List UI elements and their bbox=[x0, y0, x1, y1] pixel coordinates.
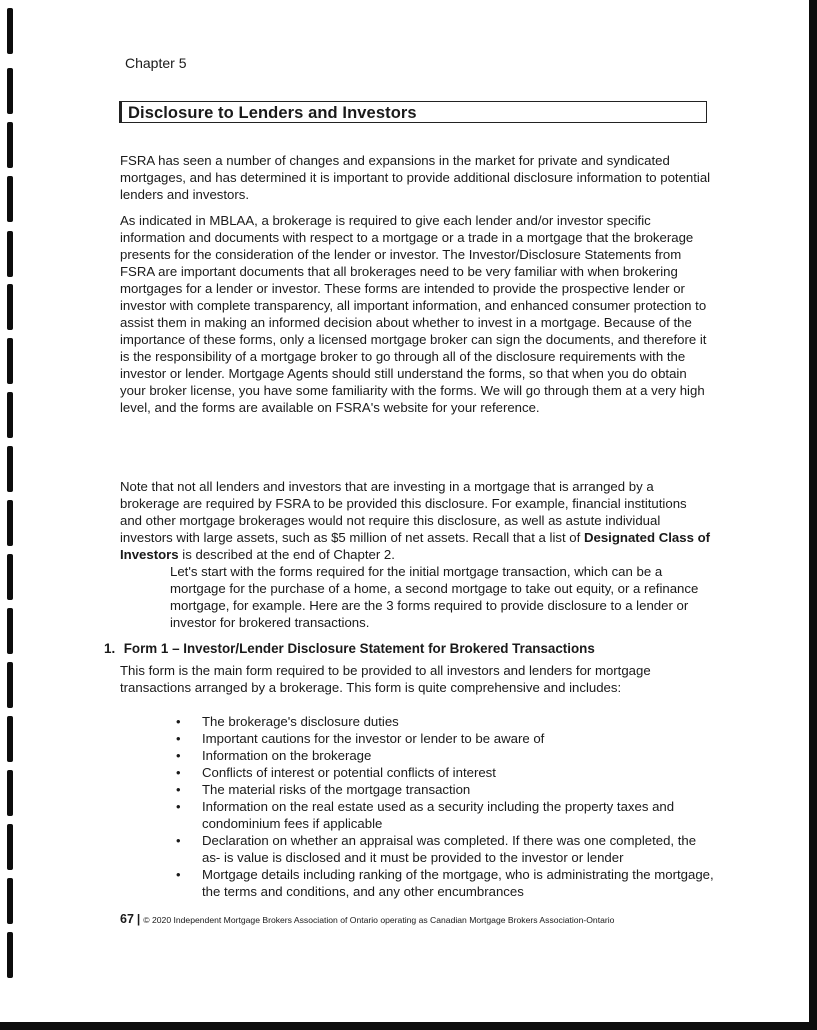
bullet-icon: • bbox=[176, 714, 181, 729]
form1-number: 1. bbox=[104, 641, 116, 656]
list-item-text: Conflicts of interest or potential conflicts of interest bbox=[202, 765, 496, 780]
list-item bbox=[174, 798, 714, 832]
paragraph-intro: FSRA has seen a number of changes and expansions in the market for private and syndicated mortgages, and has determined it is important to provide additional disclosure information to potential lenders and investors. bbox=[120, 153, 711, 202]
list-item-text: The brokerage's disclosure duties bbox=[202, 714, 399, 729]
paragraph-note-tail: is described at the end of Chapter 2. bbox=[178, 547, 395, 562]
list-item bbox=[174, 866, 714, 900]
bullet-icon: • bbox=[176, 748, 181, 763]
footer-separator: | bbox=[136, 912, 141, 926]
section-title-box bbox=[119, 101, 707, 123]
bullet-icon: • bbox=[176, 731, 181, 746]
list-item bbox=[174, 747, 714, 764]
list-item bbox=[174, 713, 714, 730]
page-number: 67 bbox=[120, 912, 134, 926]
chapter-label: Chapter 5 bbox=[125, 55, 187, 71]
scan-border-right bbox=[809, 0, 817, 1030]
list-item-text: The material risks of the mortgage transaction bbox=[202, 782, 471, 797]
list-item bbox=[174, 730, 714, 747]
copyright-notice: © 2020 Independent Mortgage Brokers Association of Ontario operating as Canadian Mortgage Brokers Association-Ontario bbox=[143, 915, 615, 925]
section-title: Disclosure to Lenders and Investors bbox=[128, 104, 417, 122]
bullet-icon: • bbox=[176, 867, 181, 882]
form1-heading bbox=[104, 641, 724, 656]
bullet-icon: • bbox=[176, 799, 181, 814]
list-item bbox=[174, 832, 714, 866]
scan-border-bottom bbox=[0, 1022, 817, 1030]
bullet-icon: • bbox=[176, 833, 181, 848]
list-item-text: Information on the brokerage bbox=[202, 748, 372, 763]
form1-title: Form 1 – Investor/Lender Disclosure Statement for Brokered Transactions bbox=[123, 641, 595, 656]
list-item bbox=[174, 764, 714, 781]
list-item-text: Information on the real estate used as a security including the property taxes and condominium fees if applicable bbox=[202, 799, 675, 831]
bullet-icon: • bbox=[176, 782, 181, 797]
page-footer bbox=[120, 912, 614, 926]
list-item-text: Declaration on whether an appraisal was completed. If there was one completed, the as- is value is disclosed and it must be provided to the investor or lender bbox=[202, 833, 697, 865]
paragraph-mblaa: As indicated in MBLAA, a brokerage is required to give each lender and/or investor specific information and documents with respect to a mortgage or a trade in a mortgage that the brokerage presents for the consideration of the lender or investor. The Investor/Disclosure Statements from FSRA are important documents that all brokerages need to be very familiar with when brokering mortgages for a lender or investor. These forms are intended to provide the prospective lender or investor with complete transparency, all important information, and enhanced consumer protection to assist them in making an informed decision about whether to invest in a mortgage. Because of the importance of these forms, only a licensed mortgage broker can sign the documents, and therefore it is the responsibility of a mortgage broker to go through all of the disclosure requirements with the investor or lender. Mortgage Agents should still understand the forms, so that when you do obtain your broker license, you have some familiarity with the forms. We will go through them at a very high level, and the forms are available on FSRA's website for your reference. bbox=[120, 213, 707, 415]
paragraph-note-text: Note that not all lenders and investors that are investing in a mortgage that is arranged by a brokerage are required by FSRA to be provided this disclosure. For example, financial institutions and other mortgage brokerages would not require this disclosure, as well as astute individual investors with large assets, such as $5 million of net assets. Recall that a list of bbox=[120, 479, 687, 545]
list-item-text: Mortgage details including ranking of the mortgage, who is administrating the mortgage, the terms and conditions, and any other encumbrances bbox=[202, 867, 714, 899]
list-item-text: Important cautions for the investor or lender to be aware of bbox=[202, 731, 545, 746]
list-item bbox=[174, 781, 714, 798]
form1-intro: This form is the main form required to be provided to all investors and lenders for mortgage transactions arranged by a brokerage. This form is quite comprehensive and includes: bbox=[120, 663, 651, 695]
form1-bullet-list bbox=[174, 713, 714, 900]
bullet-icon: • bbox=[176, 765, 181, 780]
paragraph-note bbox=[120, 478, 712, 563]
paragraph-forms-intro: Let's start with the forms required for the initial mortgage transaction, which can be a mortgage for the purchase of a home, a second mortgage to take out equity, or a refinance mortgage, for example. Here are the 3 forms required to provide disclosure to a lender or investor for brokered transactions. bbox=[170, 564, 699, 630]
designated-class-term: Designated Class of Investors bbox=[120, 530, 711, 562]
